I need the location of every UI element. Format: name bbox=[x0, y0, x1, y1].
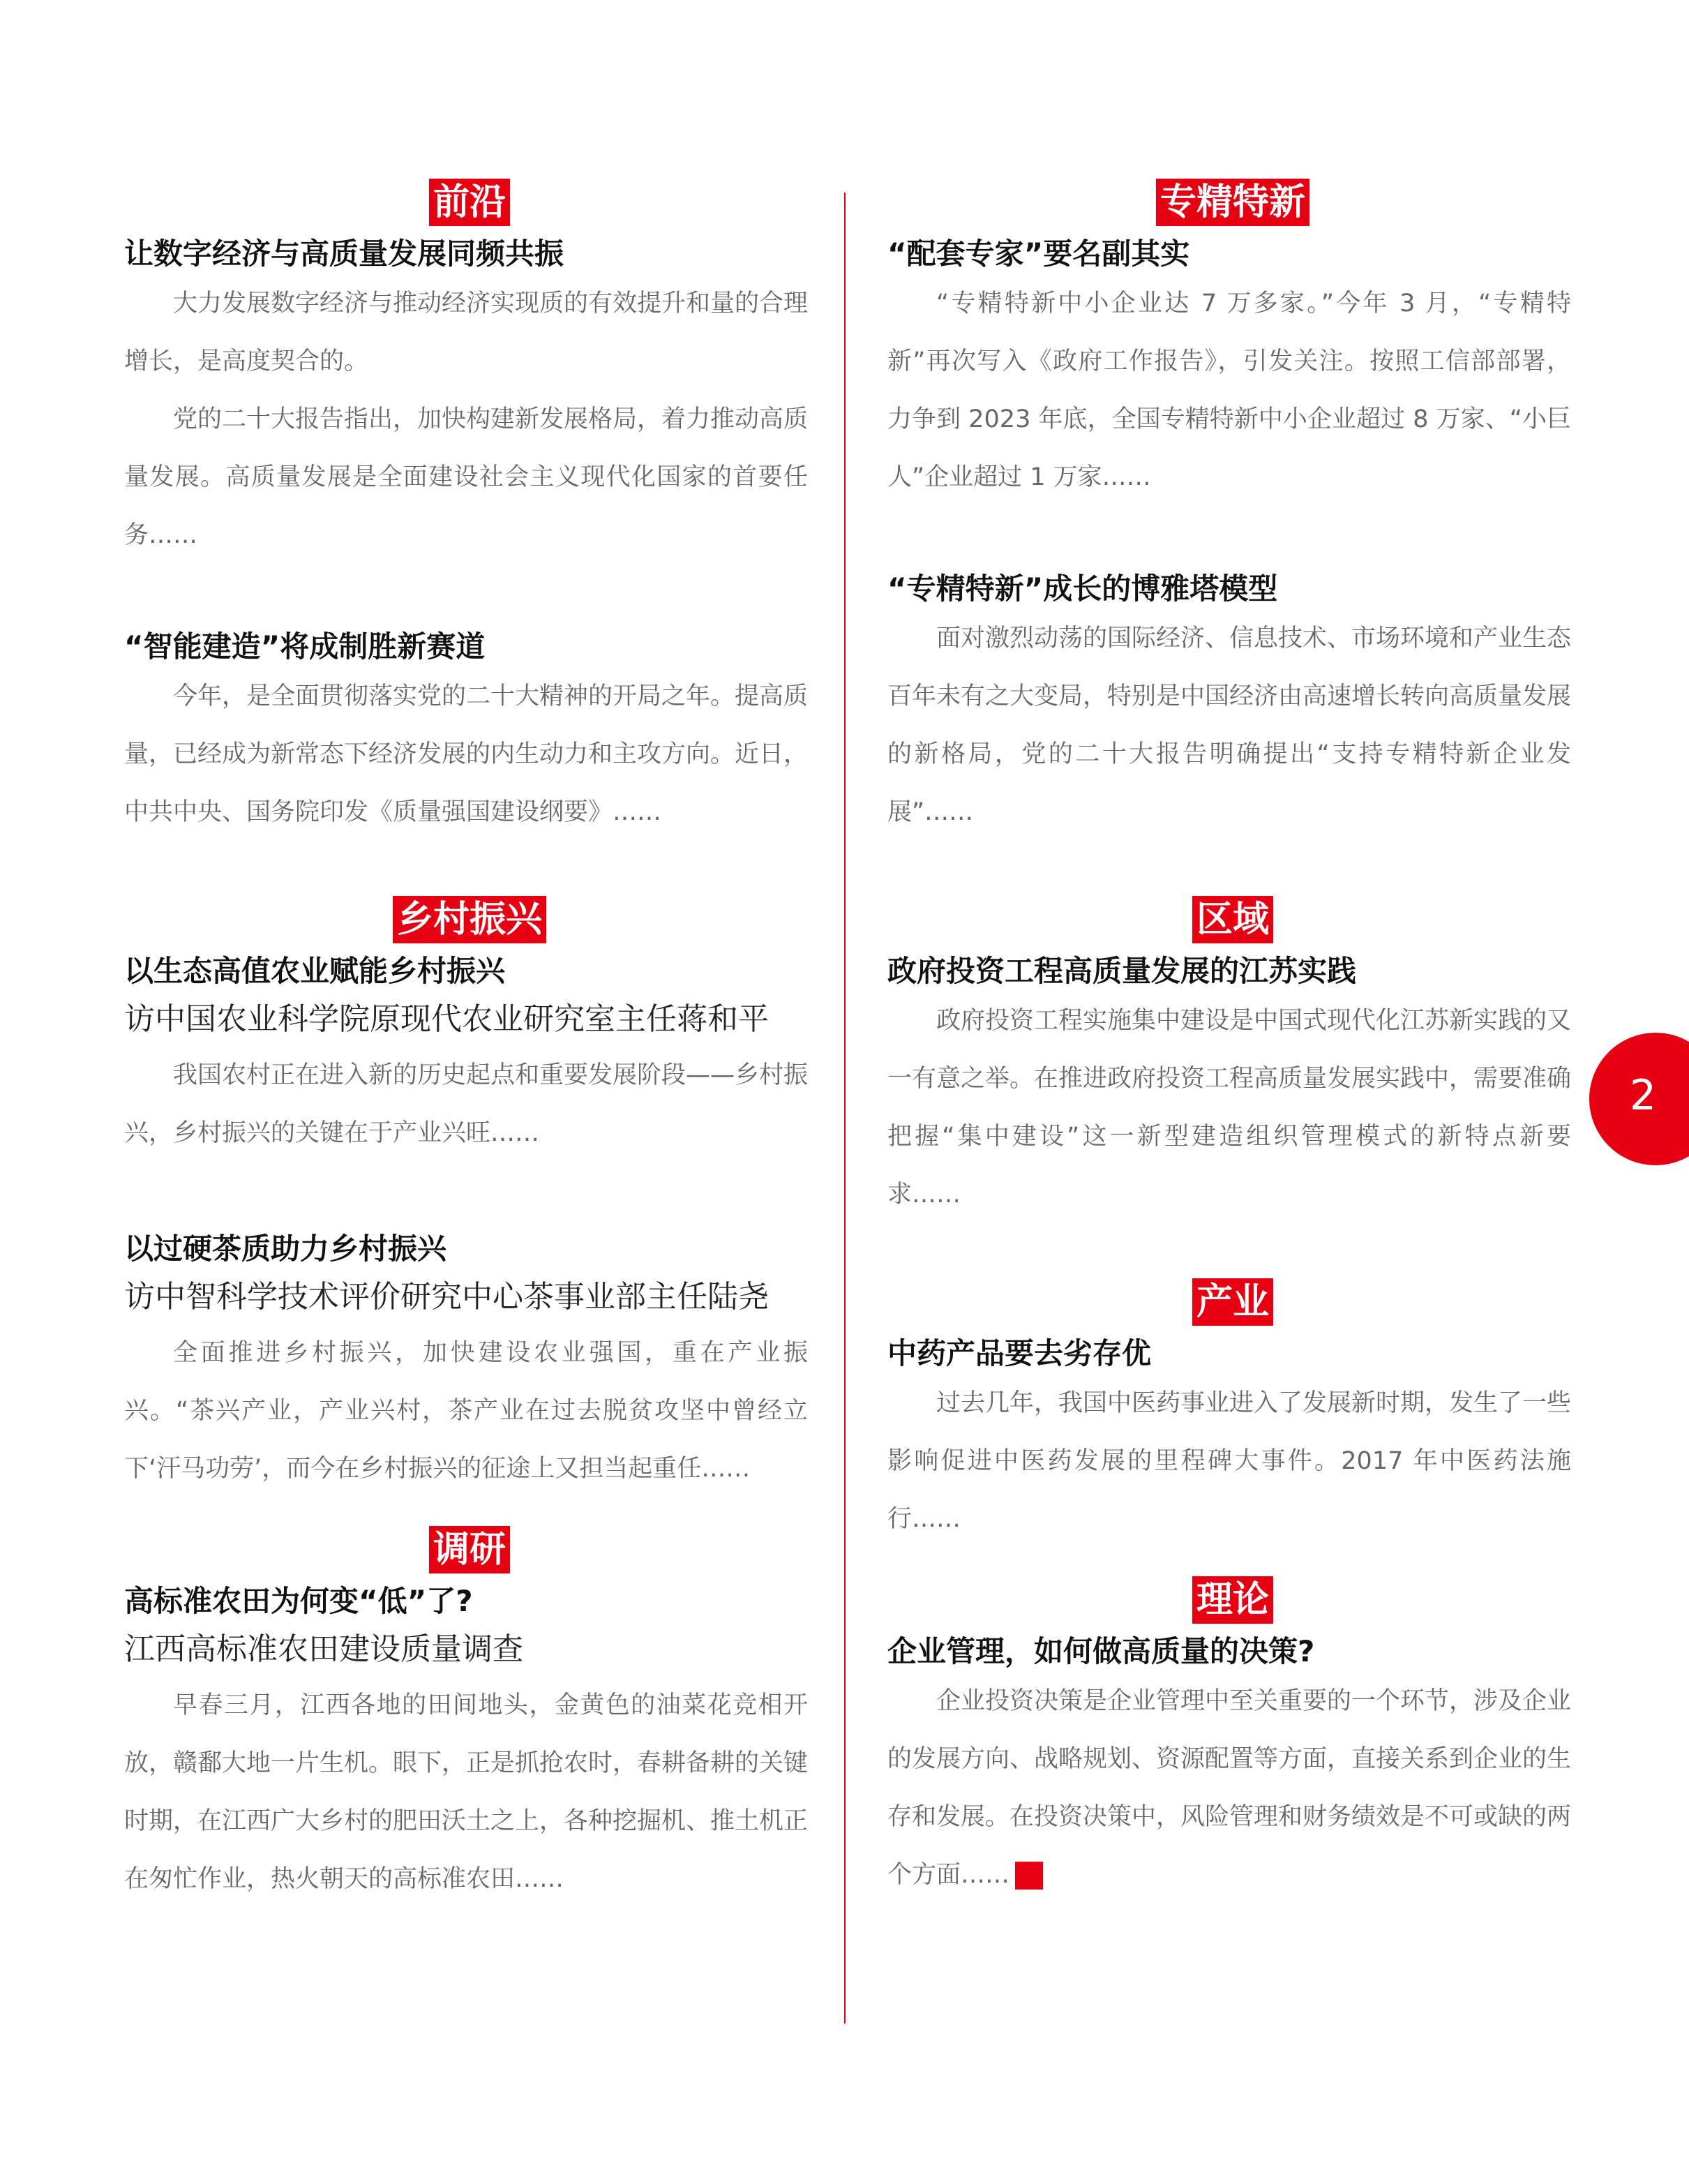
paragraph: 我国农村正在进入新的历史起点和重要发展阶段——乡村振兴，乡村振兴的关键在于产业兴旺…… bbox=[124, 1061, 809, 1147]
article-title[interactable]: “专精特新”成长的博雅塔模型 bbox=[887, 571, 1278, 606]
paragraph-text: 企业投资决策是企业管理中至关重要的一个环节，涉及企业的发展方向、战略规划、资源配置等方面，直接关系到企业的生存和发展。在投资决策中，风险管理和财务绩效是不可或缺的两个方面…… bbox=[887, 1687, 1572, 1889]
end-mark-icon: E bbox=[1015, 1862, 1043, 1890]
page-number: 2 bbox=[1629, 1071, 1657, 1120]
section-tag: 乡村振兴 bbox=[393, 896, 546, 943]
article[interactable] bbox=[124, 953, 808, 1162]
paragraph: 政府投资工程实施集中建设是中国式现代化江苏新实践的又一有意之举。在推进政府投资工程高质量发展实践中，需要准确把握“集中建设”这一新型建造组织管理模式的新特点新要求…… bbox=[887, 1007, 1572, 1209]
article-title[interactable]: 以过硬茶质助力乡村振兴 bbox=[124, 1232, 447, 1266]
article-title[interactable]: “智能建造”将成制胜新赛道 bbox=[124, 629, 486, 664]
section-tag: 专精特新 bbox=[1156, 179, 1309, 226]
section-frontier bbox=[124, 179, 808, 842]
section-tag: 区域 bbox=[1192, 896, 1273, 943]
article-excerpt bbox=[887, 275, 1571, 507]
article-excerpt bbox=[124, 668, 808, 842]
paragraph: 早春三月，江西各地的田间地头，金黄色的油菜花竞相开放，赣鄱大地一片生机。眼下，正是抓抢农时，春耕备耕的关键时期，在江西广大乡村的肥田沃土之上，各种挖掘机、推土机正在匆忙作业，热火朝天的高标准农田…… bbox=[124, 1691, 809, 1893]
section-region bbox=[887, 896, 1571, 1224]
paragraph: 党的二十大报告指出，加快构建新发展格局，着力推动高质量发展。高质量发展是全面建设社会主义现代化国家的首要任务…… bbox=[124, 405, 809, 549]
article-title[interactable]: 政府投资工程高质量发展的江苏实践 bbox=[887, 954, 1357, 988]
article-title[interactable]: 企业管理，如何做高质量的决策? bbox=[887, 1634, 1315, 1668]
section-research bbox=[124, 1526, 808, 1908]
paragraph: 面对激烈动荡的国际经济、信息技术、市场环境和产业生态百年未有之大变局，特别是中国经济由高速增长转向高质量发展的新格局，党的二十大报告明确提出“支持专精特新企业发展”…… bbox=[887, 624, 1572, 826]
article-excerpt bbox=[124, 1324, 808, 1498]
paragraph: 过去几年，我国中医药事业进入了发展新时期，发生了一些影响促进中医药发展的里程碑大事件。2017 年中医药法施行…… bbox=[887, 1389, 1572, 1533]
article-excerpt bbox=[124, 275, 808, 564]
article-subtitle: 访中智科学技术评价研究中心茶事业部主任陆尧 bbox=[124, 1279, 769, 1315]
article-title[interactable]: 高标准农田为何变“低”了? bbox=[124, 1584, 473, 1618]
article[interactable] bbox=[887, 953, 1571, 1224]
article-subtitle: 江西高标准农田建设质量调查 bbox=[124, 1631, 523, 1667]
left-column bbox=[124, 179, 808, 1908]
article-excerpt bbox=[887, 610, 1571, 842]
article-excerpt bbox=[887, 1375, 1571, 1548]
section-theory bbox=[887, 1576, 1571, 1904]
article[interactable] bbox=[887, 236, 1571, 507]
article[interactable] bbox=[124, 236, 808, 564]
paragraph: “专精特新中小企业达 7 万多家。”今年 3 月，“专精特新”再次写入《政府工作报告》，引发关注。按照工信部部署，力争到 2023 年底，全国专精特新中小企业超过 8 万家、“小巨人”企业超过 1 万家…… bbox=[887, 290, 1571, 491]
article-subtitle: 访中国农业科学院原现代农业研究室主任蒋和平 bbox=[124, 1001, 769, 1037]
section-tag: 调研 bbox=[429, 1526, 510, 1573]
article-excerpt bbox=[124, 1677, 808, 1908]
paragraph: 大力发展数字经济与推动经济实现质的有效提升和量的合理增长，是高度契合的。 bbox=[124, 290, 809, 375]
article-excerpt bbox=[887, 1673, 1571, 1904]
article[interactable] bbox=[887, 1633, 1571, 1904]
right-column bbox=[887, 179, 1571, 1904]
section-industry bbox=[887, 1278, 1571, 1548]
article-excerpt bbox=[124, 1047, 808, 1162]
article-title[interactable]: 让数字经济与高质量发展同频共振 bbox=[124, 237, 564, 271]
paragraph bbox=[887, 1673, 1571, 1904]
paragraph: 全面推进乡村振兴，加快建设农业强国，重在产业振兴。“茶兴产业，产业兴村，茶产业在过去脱贫攻坚中曾经立下‘汗马功劳’，而今在乡村振兴的征途上又担当起重任…… bbox=[124, 1339, 808, 1483]
article[interactable] bbox=[887, 1336, 1571, 1548]
column-divider bbox=[844, 193, 846, 2024]
article[interactable] bbox=[124, 629, 808, 842]
article-title[interactable]: 以生态高值农业赋能乡村振兴 bbox=[124, 954, 506, 988]
paragraph: 今年，是全面贯彻落实党的二十大精神的开局之年。提高质量，已经成为新常态下经济发展的内生动力和主攻方向。近日，中共中央、国务院印发《质量强国建设纲要》…… bbox=[124, 682, 809, 826]
article[interactable] bbox=[887, 571, 1571, 842]
article[interactable] bbox=[124, 1583, 808, 1908]
article-excerpt bbox=[887, 992, 1571, 1224]
article[interactable] bbox=[124, 1231, 808, 1498]
section-rural-revitalization bbox=[124, 896, 808, 1498]
article-title[interactable]: “配套专家”要名副其实 bbox=[887, 237, 1190, 271]
section-tag: 产业 bbox=[1192, 1278, 1273, 1326]
article-title[interactable]: 中药产品要去劣存优 bbox=[887, 1336, 1152, 1370]
section-specialized bbox=[887, 179, 1571, 842]
section-tag: 前沿 bbox=[429, 179, 510, 226]
section-tag: 理论 bbox=[1192, 1576, 1273, 1624]
